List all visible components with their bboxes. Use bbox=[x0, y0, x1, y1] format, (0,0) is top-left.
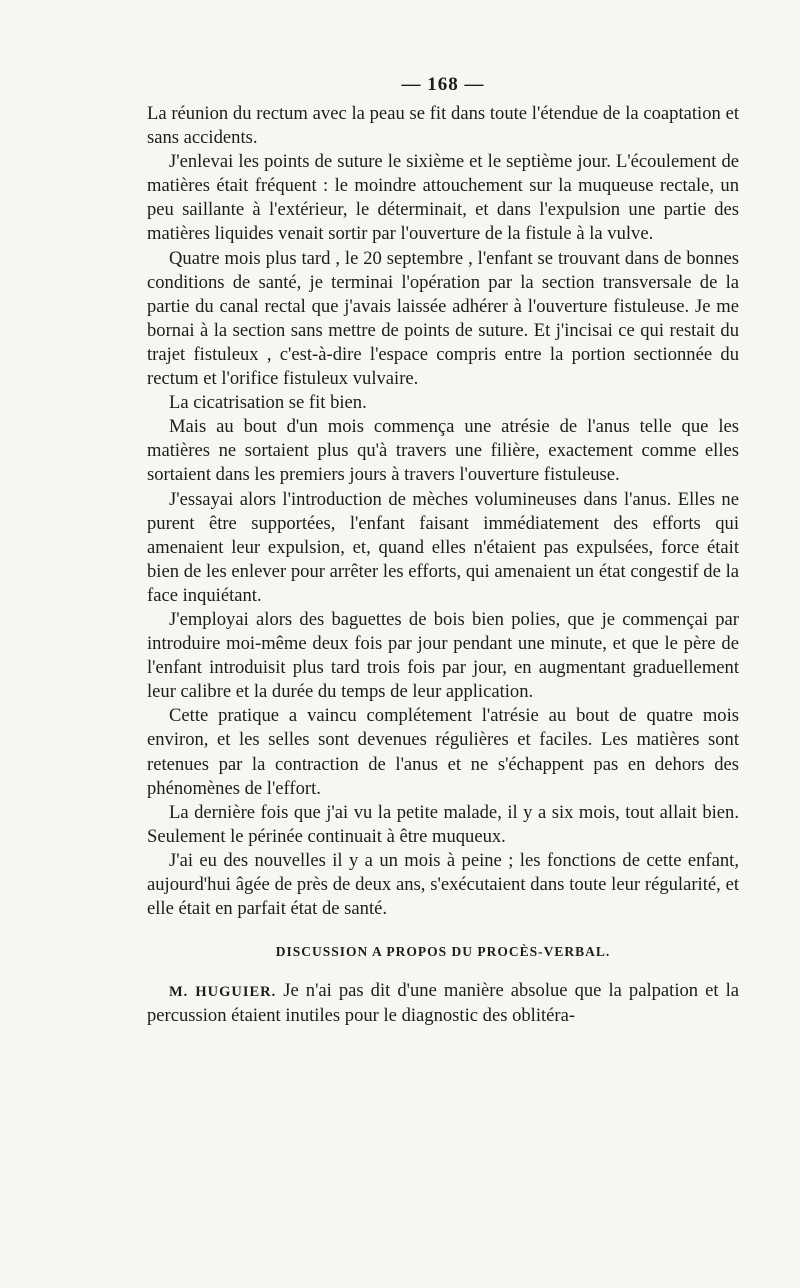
section-heading: DISCUSSION A PROPOS DU PROCÈS-VERBAL. bbox=[275, 944, 611, 960]
paragraph-3: Quatre mois plus tard , le 20 septembre , l'enfant se trouvant dans de bonnes conditions de santé, je terminai l'opération par la section transversale de la partie du canal rectal que j'avais laissée adhérer à l'ouverture fistuleuse. Je me bornai à la section sans mettre de points de suture. Et j'incisai ce qui restait du trajet fistuleux , c'est-à-dire l'espace compris entre la portion sectionnée du rectum et l'orifice fistuleux vulvaire. bbox=[147, 247, 739, 390]
paragraph-6: J'essayai alors l'introduction de mèches volumineuses dans l'anus. Elles ne purent être supportées, l'enfant faisant immédiatement des efforts qui amenaient leur expulsion, et, quand elles n'étaient pas expulsées, force était bien de les enlever pour arrêter les efforts, qui amenaient un état congestif de la face inquiétant. bbox=[147, 488, 739, 606]
speaker-name: M. HUGUIER. bbox=[169, 984, 277, 1001]
page-number: — 168 — bbox=[401, 74, 485, 95]
paragraph-8: Cette pratique a vaincu complétement l'atrésie au bout de quatre mois environ, et les selles sont devenues régulières et faciles. Les matières sont retenues par la contraction de l'anus et ne s'échappent pas en dehors des phénomènes de l'effort. bbox=[147, 705, 739, 799]
paragraph-10: J'ai eu des nouvelles il y a un mois à peine ; les fonctions de cette enfant, aujourd'hui âgée de près de deux ans, s'exécutaient dans toute leur régularité, et elle était en parfait état de santé. bbox=[147, 849, 739, 920]
paragraph-1: La réunion du rectum avec la peau se fit dans toute l'étendue de la coaptation et sans accidents. bbox=[147, 103, 739, 149]
paragraph-7: J'employai alors des baguettes de bois bien polies, que je commençai par introduire moi-même deux fois par jour pendant une minute, et que le père de l'enfant introduisit plus tard trois fois par jour, en augmentant graduellement leur calibre et la durée du temps de leur application. bbox=[147, 608, 739, 703]
paragraph-2: J'enlevai les points de suture le sixième et le septième jour. L'écoulement de matières était fréquent : le moindre attouchement sur la muqueuse rectale, un peu saillante à l'extérieur, le déterminait, et dans l'expulsion une partie des matières liquides venait sortir par l'ouverture de la fistule à la vulve. bbox=[147, 151, 739, 245]
document-page bbox=[147, 70, 739, 1028]
discussion-text: Je n'ai pas dit d'une manière absolue que la palpation et la percussion étaient inutiles pour le diagnostic des oblitéra- bbox=[147, 980, 739, 1027]
discussion-paragraph bbox=[147, 979, 739, 1028]
paragraph-4: La cicatrisation se fit bien. bbox=[169, 392, 367, 414]
paragraph-9: La dernière fois que j'ai vu la petite malade, il y a six mois, tout allait bien. Seulement le périnée continuait à être muqueux. bbox=[147, 801, 739, 847]
paragraph-5: Mais au bout d'un mois commença une atrésie de l'anus telle que les matières ne sortaient plus qu'à travers une filière, exactement comme elles sortaient dans les premiers jours à travers l'ouverture fistuleuse. bbox=[147, 416, 739, 486]
